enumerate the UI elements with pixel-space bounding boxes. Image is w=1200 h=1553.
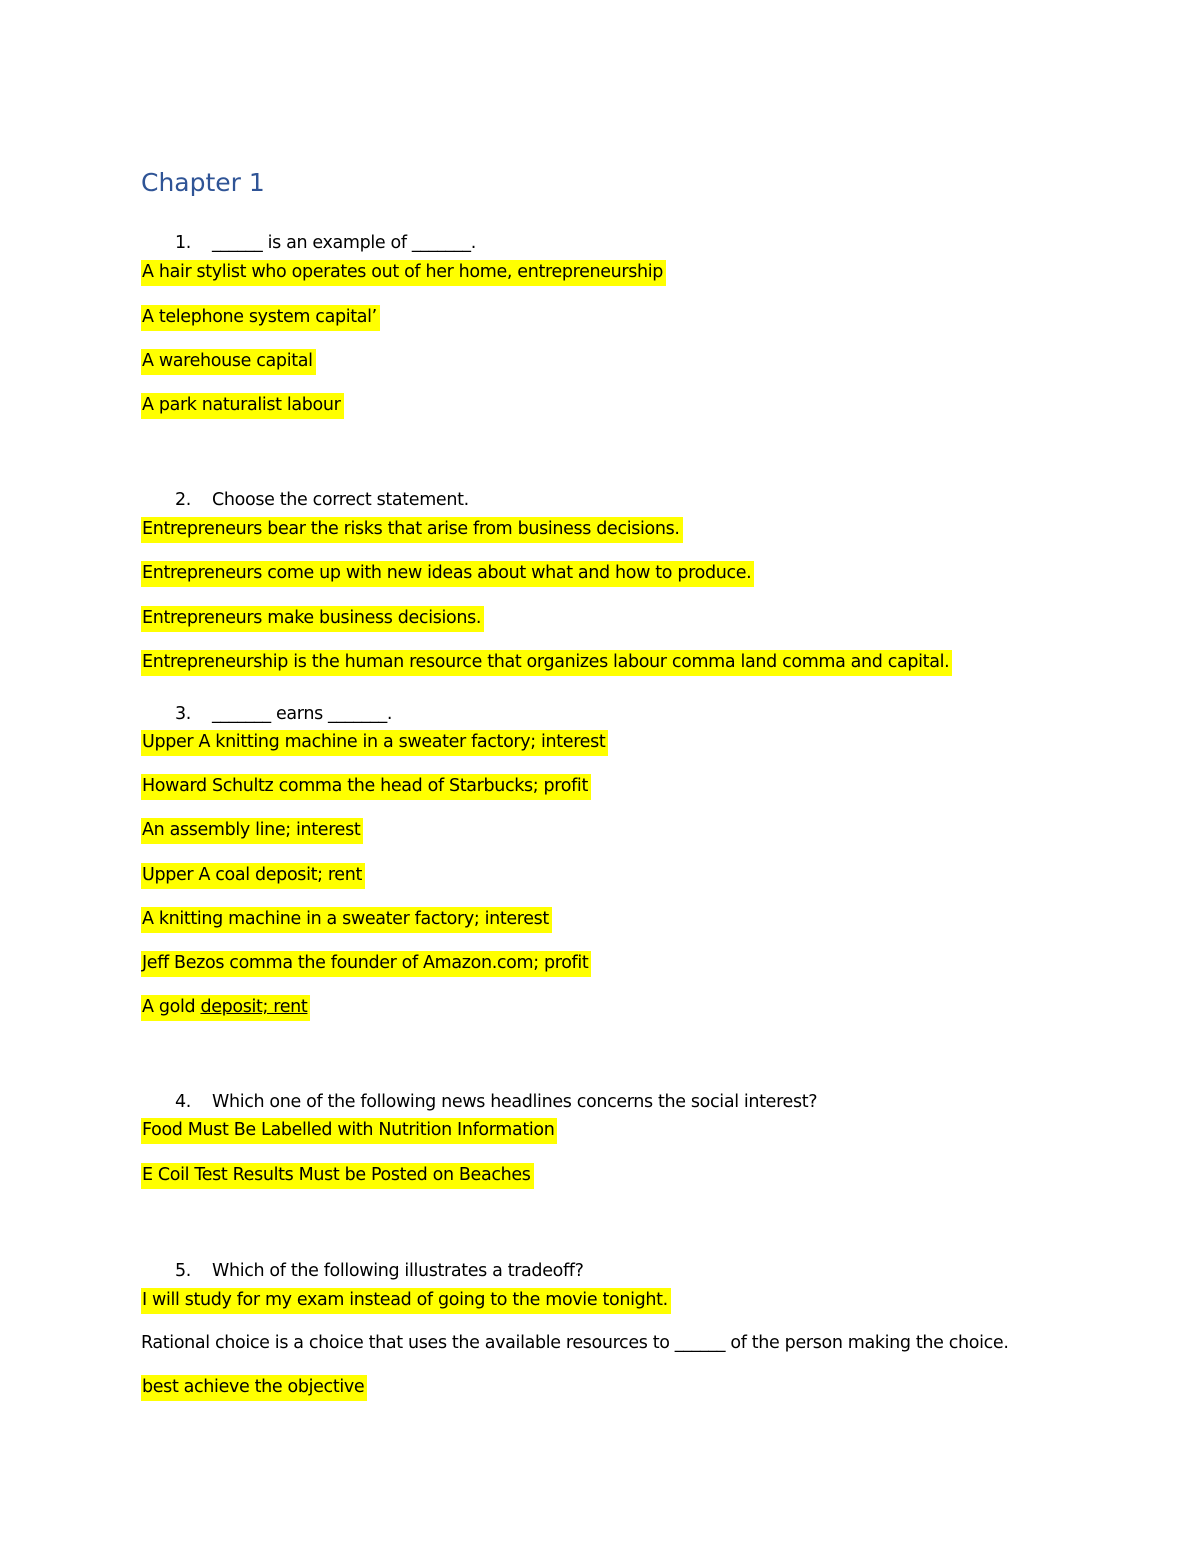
question-number: 5. — [175, 1261, 191, 1281]
highlighted-answer: I will study for my exam instead of going to the movie tonight. — [141, 1288, 671, 1314]
answer-line — [141, 1287, 671, 1313]
question-text: Choose the correct statement. — [212, 490, 469, 510]
answer-plain-part: A gold — [142, 997, 201, 1017]
highlighted-answer: Food Must Be Labelled with Nutrition Information — [141, 1118, 557, 1144]
highlighted-answer: Howard Schultz comma the head of Starbucks; profit — [141, 774, 591, 800]
question-text: _______ earns _______. — [212, 704, 393, 724]
answer-line — [141, 348, 316, 374]
question-number: 1. — [175, 233, 191, 253]
question-text: Which of the following illustrates a tradeoff? — [212, 1261, 584, 1281]
answer-line — [141, 773, 591, 799]
answer-line — [141, 516, 683, 542]
highlighted-answer: Entrepreneurs come up with new ideas about what and how to produce. — [141, 561, 754, 587]
highlighted-answer: A telephone system capital’ — [141, 305, 380, 331]
highlighted-answer: A park naturalist labour — [141, 393, 344, 419]
answer-line — [141, 994, 310, 1020]
highlighted-answer: A knitting machine in a sweater factory; interest — [141, 907, 552, 933]
answer-line — [141, 649, 952, 675]
question-text: ______ is an example of _______. — [212, 233, 476, 253]
answer-line — [141, 729, 608, 755]
highlighted-answer: Entrepreneurship is the human resource that organizes labour comma land comma and capital. — [141, 650, 952, 676]
answer-line — [141, 906, 552, 932]
highlighted-answer: best achieve the objective — [141, 1375, 367, 1401]
highlighted-answer: Entrepreneurs make business decisions. — [141, 606, 484, 632]
answer-line — [141, 1162, 534, 1188]
question-3 — [175, 701, 392, 727]
question-number: 2. — [175, 490, 191, 510]
answer-line — [141, 392, 344, 418]
highlighted-answer: E Coil Test Results Must be Posted on Beaches — [141, 1163, 534, 1189]
highlighted-answer: An assembly line; interest — [141, 818, 363, 844]
highlighted-answer: Entrepreneurs bear the risks that arise from business decisions. — [141, 517, 683, 543]
question-5 — [175, 1258, 584, 1284]
question-number: 3. — [175, 704, 191, 724]
highlighted-answer: A warehouse capital — [141, 349, 316, 375]
chapter-title: Chapter 1 — [141, 168, 265, 197]
question-text: Which one of the following news headlines concerns the social interest? — [212, 1092, 818, 1112]
question-number: 4. — [175, 1092, 191, 1112]
answer-line — [141, 817, 363, 843]
highlighted-answer: A hair stylist who operates out of her home, entrepreneurship — [141, 260, 666, 286]
question-2 — [175, 487, 469, 513]
answer-line — [141, 304, 380, 330]
answer-line — [141, 1374, 367, 1400]
answer-line — [141, 950, 591, 976]
answer-line — [141, 259, 666, 285]
rational-choice-question: Rational choice is a choice that uses the available resources to ______ of the person making the choice. — [141, 1333, 1009, 1353]
highlighted-answer: Upper A coal deposit; rent — [141, 863, 365, 889]
highlighted-answer: Upper A knitting machine in a sweater factory; interest — [141, 730, 608, 756]
question-4 — [175, 1089, 817, 1115]
answer-line — [141, 605, 484, 631]
highlighted-answer — [141, 995, 310, 1021]
answer-line — [141, 862, 365, 888]
question-1 — [175, 230, 476, 256]
answer-line — [141, 1117, 557, 1143]
answer-line — [141, 560, 754, 586]
answer-underlined-part: deposit; rent — [200, 997, 308, 1017]
highlighted-answer: Jeff Bezos comma the founder of Amazon.com; profit — [141, 951, 591, 977]
